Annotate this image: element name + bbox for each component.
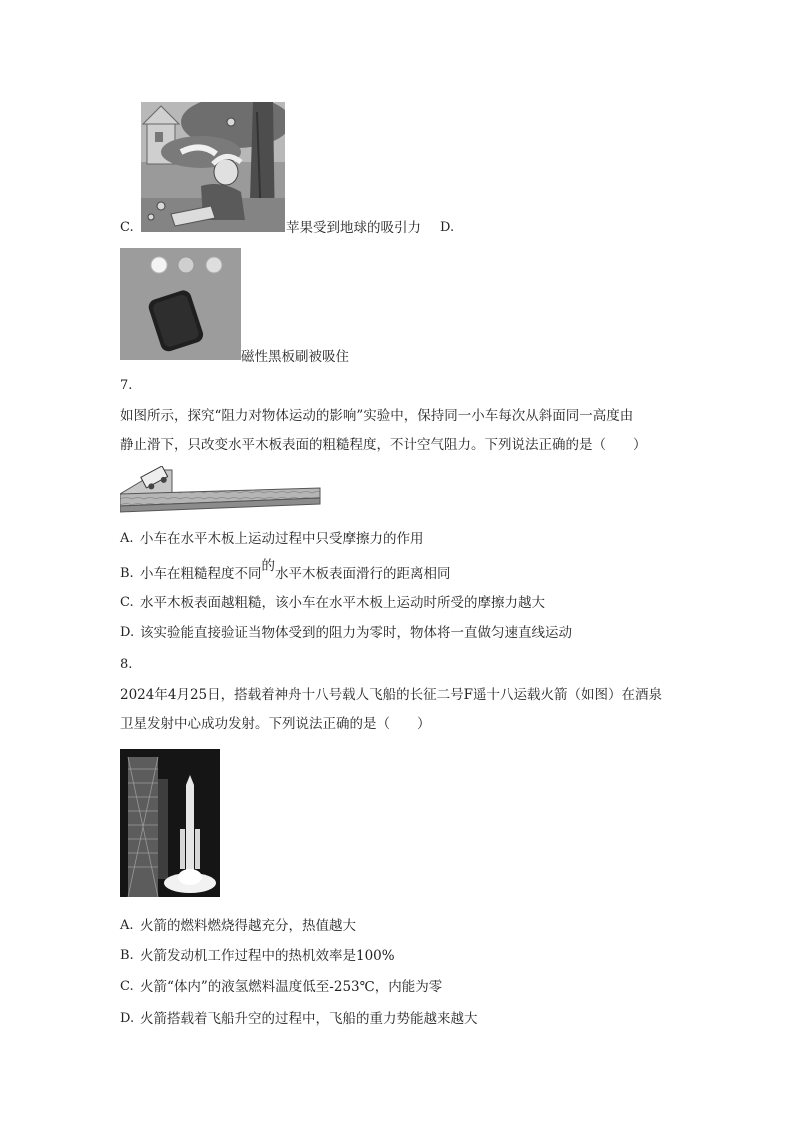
q7-option-d-label: D.	[120, 625, 135, 640]
option-d-text: 磁性黑板刷被吸住	[241, 349, 349, 365]
q7-option-b-text	[140, 558, 451, 583]
question-7-number: 7.	[120, 378, 133, 393]
q7-option-b-superscript: 的	[261, 558, 275, 574]
ramp-board-figure	[120, 466, 322, 516]
q8-option-d-label: D.	[120, 1011, 135, 1026]
q7-option-b-text-before: 小车在粗糙程度不同	[140, 566, 262, 582]
q7-option-b-label: B.	[120, 566, 134, 581]
q8-option-c-text: 火箭“体内”的液氢燃料温度低至-253℃，内能为零	[140, 979, 443, 995]
magnetic-eraser-image	[120, 248, 241, 360]
question-8-stem-line2: 卫星发射中心成功发射。下列说法正确的是（ ）	[120, 716, 431, 732]
question-7-stem-line2: 静止滑下，只改变水平木板表面的粗糙程度，不计空气阻力。下列说法正确的是（ ）	[120, 437, 647, 453]
q8-option-b-label: B.	[120, 948, 134, 963]
q7-option-c-label: C.	[120, 595, 134, 610]
apple-tree-illustration	[141, 102, 285, 232]
question-8-number: 8.	[120, 657, 133, 672]
q8-option-a-text: 火箭的燃料燃烧得越充分，热值越大	[140, 918, 356, 934]
rocket-launch-image	[120, 749, 220, 897]
q8-option-b-text: 火箭发动机工作过程中的热机效率是100%	[140, 948, 395, 964]
apple-tree-image	[141, 102, 285, 232]
magnetic-eraser-illustration	[120, 248, 241, 360]
option-d-label: D.	[440, 220, 455, 235]
q7-option-b-text-after: 水平木板表面滑行的距离相同	[275, 566, 451, 582]
q8-option-c-label: C.	[120, 979, 134, 994]
question-8-stem-line1: 2024年4月25日，搭载着神舟十八号载人飞船的长征二号F遥十八运载火箭（如图）在酒泉	[120, 687, 662, 703]
q7-option-d-text: 该实验能直接验证当物体受到的阻力为零时，物体将一直做匀速直线运动	[140, 625, 572, 641]
q7-option-a-text: 小车在水平木板上运动过程中只受摩擦力的作用	[140, 531, 424, 547]
rocket-launch-illustration	[120, 749, 220, 897]
ramp-board-illustration	[120, 466, 322, 516]
option-c-text: 苹果受到地球的吸引力	[286, 220, 421, 236]
q8-option-a-label: A.	[120, 918, 134, 933]
q7-option-a-label: A.	[120, 531, 134, 546]
question-7-stem-line1: 如图所示，探究“阻力对物体运动的影响”实验中，保持同一小车每次从斜面同一高度由	[120, 408, 634, 424]
q7-option-c-text: 水平木板表面越粗糙，该小车在水平木板上运动时所受的摩擦力越大	[140, 595, 545, 611]
option-c-label: C.	[120, 220, 134, 235]
q8-option-d-text: 火箭搭载着飞船升空的过程中，飞船的重力势能越来越大	[140, 1011, 478, 1027]
